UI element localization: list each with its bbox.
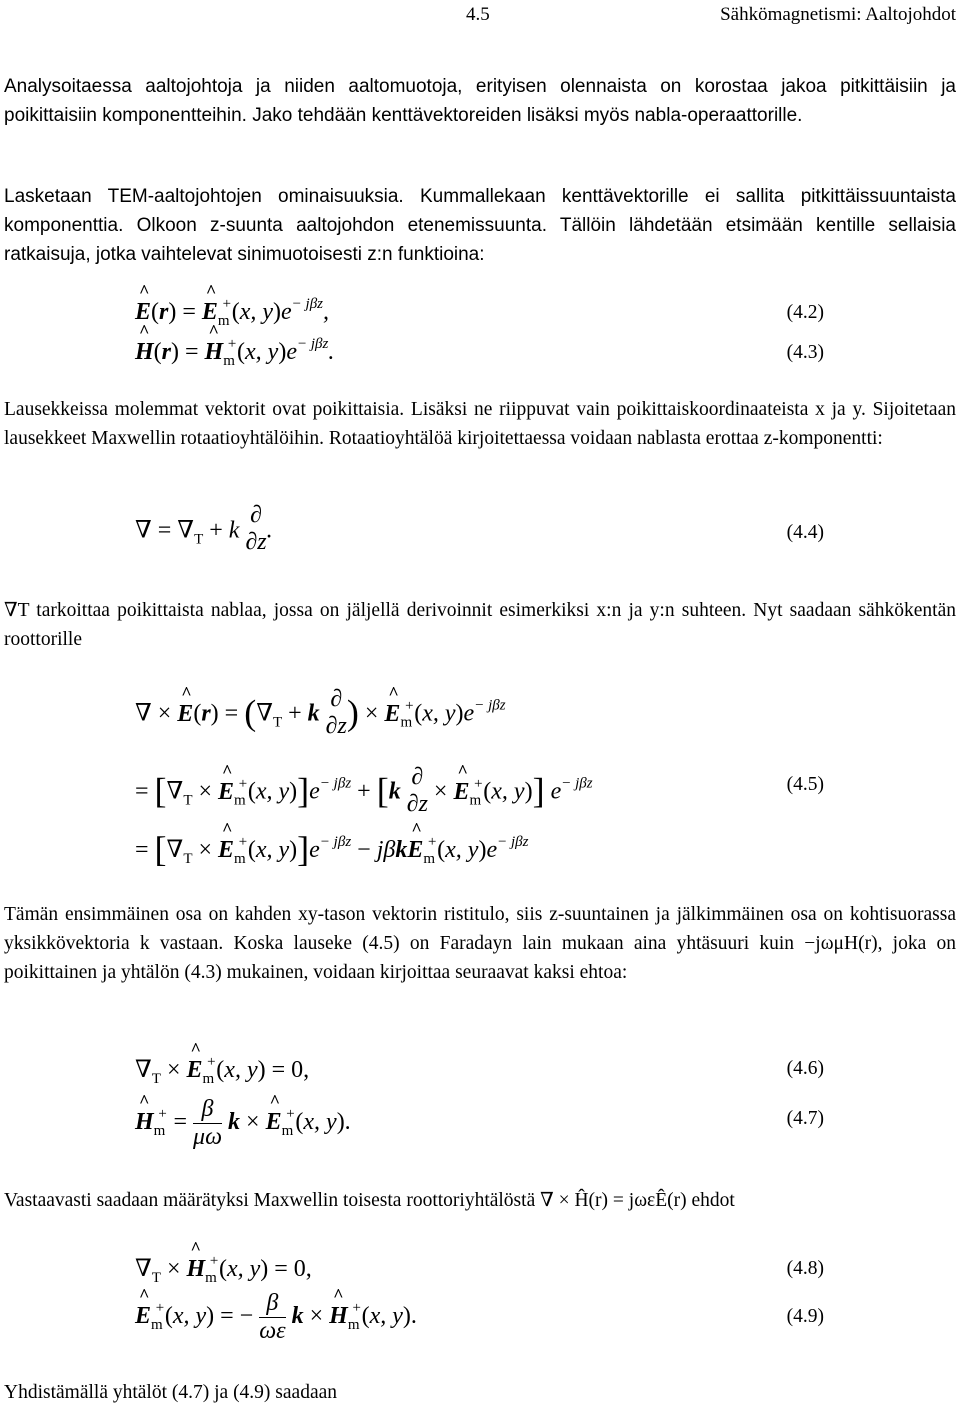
paragraph-tem: Lasketaan TEM-aaltojohtojen ominaisuuksia. Kummallekaan kenttävektorille ei sallita pitkittäissuuntaista komponenttia. Olkoon z-suunta aaltojohdon etenemissuunta. Tällöin lähdetään etsimään kentille sellaisia ratkaisuja, jotka vaihtelevat sinimuotoisesti z:n funktioina: [4,186,956,265]
section-number: 4.5 [466,4,490,25]
paragraph-combine: Yhdistämällä yhtälöt (4.7) ja (4.9) saadaan [4,1382,338,1403]
equation-number: (4.8) [786,1258,824,1279]
paragraph-maxwell-second: Vastaavasti saadaan määrätyksi Maxwellin toisesta roottoriyhtälöstä ∇ × Ĥ(r) = jωεÊ(r) ehdot [4,1190,735,1211]
equation-number: (4.7) [786,1108,824,1129]
equation-4-3: ^ H(r) = ^ $H_m^+(x$, $y)e^{- j\beta z}$. [135,336,334,370]
equation-4-5-line-1: ∇ × ^ $E(r) = (\nabla_T + k$ ∂ ∂z ) × ^ $E_m^+(x$, $y)e^{- j\beta z}$ [135,690,506,740]
equation-4-4: ∇ = $\nabla_T + k$ ∂ ∂z . [135,502,273,555]
equation-number: (4.4) [786,522,824,543]
equation-4-5-line-2: = [$\nabla_T$ × ^ $E_m^+(x$, $y)]e^{- j\beta z} + [k$ ∂ ∂z × ^ $E_m^+(x$, y)] $e^{- j\beta z}$ [135,768,593,818]
equation-4-2: ^ E(r) = ^ $E_m^+(x$, $y)e^{- j\beta z}$, [135,296,329,330]
equation-4-8: $\nabla_T$ × ^ $H_m^+(x$, y) = 0, [135,1253,312,1287]
equation-4-6: $\nabla_T$ × ^ $E_m^+(x$, y) = 0, [135,1054,309,1088]
equation-4-5-line-3: = [$\nabla_T$ × ^ $E_m^+(x$, $y)]e^{- j\beta z}$ − jβk^ $E_m^+(x$, $y)e^{- j\beta z}$ [135,828,528,870]
equation-number: (4.2) [786,302,824,323]
equation-number: (4.9) [786,1306,824,1327]
paragraph-rotation: Lausekkeissa molemmat vektorit ovat poikittaisia. Lisäksi ne riippuvat vain poikittaiskoordinaateista x ja y. Sijoitetaan lausekkeet Maxwellin rotaatioyhtälöihin. Rotaatioyhtälöä kirjoitettaessa voidaan nablasta erottaa z-komponentti: [4,399,956,449]
paragraph-intro: Analysoitaessa aaltojohtoja ja niiden aaltomuotoja, erityisen olennaista on korostaa jakoa pitkittäisiin ja poikittaisiin komponentteihin. Jako tehdään kenttävektoreiden lisäksi myös nabla-operaattorille. [4,76,956,126]
equation-number: (4.5) [786,774,824,795]
equation-4-7: ^ $H_m^+$ = $\frac{\beta}{\mu\omega}$ k × ^ $E_m^+(x$, y). [135,1096,351,1151]
running-header-title: Sähkömagnetismi: Aaltojohdot [720,4,956,25]
paragraph-faraday: Tämän ensimmäinen osa on kahden xy-tason vektorin ristitulo, siis z-suuntainen ja jälkimmäinen osa on kohtisuorassa yksikkövektoria k vastaan. Koska lauseke (4.5) on Faradayn lain mukaan aina yhtäsuuri kuin −jωμH(r), joka on poikittainen ja yhtälön (4.3) mukainen, voidaan kirjoittaa seuraavat kaksi ehtoa: [4,904,956,983]
equation-number: (4.6) [786,1058,824,1079]
paragraph-transverse-nabla: ∇T tarkoittaa poikittaista nablaa, jossa on jäljellä derivoinnit esimerkiksi x:n ja y:n suhteen. Nyt saadaan sähkökentän roottorille [4,600,956,650]
equation-number: (4.3) [786,342,824,363]
equation-4-9: ^ $E_m^+(x$, y) = − $\frac{\beta}{\omega\varepsilon}$ k × ^ $H_m^+(x$, y). [135,1290,417,1345]
